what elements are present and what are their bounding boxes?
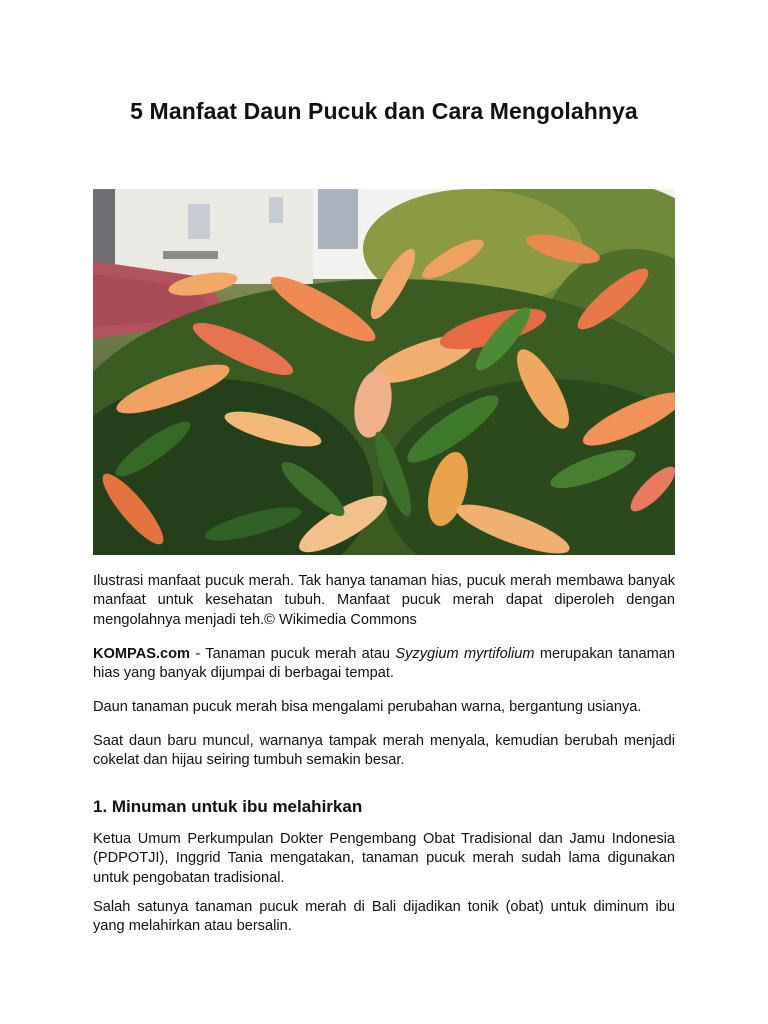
photo-caption: Ilustrasi manfaat pucuk merah. Tak hanya tanaman hias, pucuk merah membawa banyak manfaat untuk kesehatan tubuh. Manfaat pucuk merah dapat diperoleh dengan mengolahnya menjadi teh.© Wikimedia Commons — [93, 573, 675, 628]
section-heading-1: 1. Minuman untuk ibu melahirkan — [93, 797, 363, 816]
plant-illustration — [93, 189, 675, 555]
source-label: KOMPAS.com — [93, 646, 191, 662]
intro-text-2: merupakan tanaman hias yang banyak dijumpai di berbagai tempat. — [93, 646, 676, 682]
paragraph-young-leaves: Saat daun baru muncul, warnanya tampak merah menyala, kemudian berubah menjadi cokelat dan hijau seiring tumbuh semakin besar. — [93, 733, 675, 769]
article-title: 5 Manfaat Daun Pucuk dan Cara Mengolahnya — [130, 98, 638, 124]
intro-text-1: - Tanaman pucuk merah atau — [190, 646, 396, 662]
species-name: Syzygium myrtifolium — [395, 646, 535, 662]
section-1-paragraph-1: Ketua Umum Perkumpulan Dokter Pengembang Obat Tradisional dan Jamu Indonesia (PDPOTJI), Inggrid Tania mengatakan, tanaman pucuk merah sudah lama digunakan untuk pengobatan tradisional. — [93, 831, 675, 886]
section-1-paragraph-2: Salah satunya tanaman pucuk merah di Bali dijadikan tonik (obat) untuk diminum ibu yang melahirkan atau bersalin. — [93, 899, 675, 935]
paragraph-color-change: Daun tanaman pucuk merah bisa mengalami perubahan warna, bergantung usianya. — [93, 699, 642, 715]
pucuk-merah-photo — [93, 189, 675, 555]
intro-paragraph — [93, 645, 675, 684]
